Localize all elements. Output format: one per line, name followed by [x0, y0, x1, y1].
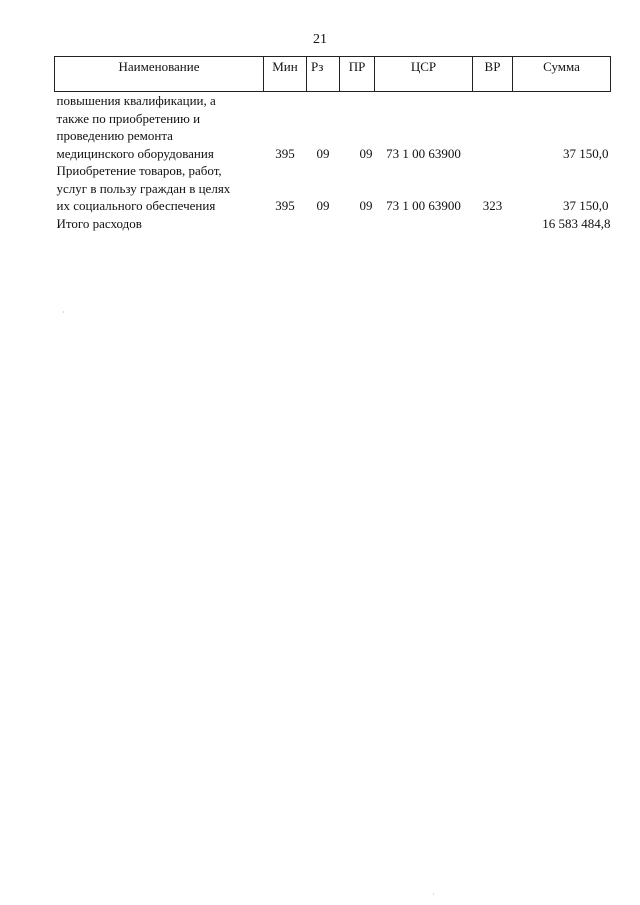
header-min: Мин: [264, 57, 307, 92]
header-csr: ЦСР: [375, 57, 473, 92]
name-line: также по приобретению и: [56, 110, 201, 126]
name-line: Итого расходов: [56, 215, 142, 231]
table-row: [55, 162, 611, 215]
header-name: Наименование: [55, 57, 264, 92]
name-line: услуг в пользу граждан в целях: [56, 180, 231, 196]
name-line: повышения квалификации, а: [56, 93, 216, 108]
row-name: [55, 162, 264, 215]
table-row-total: [55, 215, 611, 233]
header-rz: Рз: [307, 57, 340, 92]
cell-sum: 16 583 484,8: [542, 215, 611, 231]
header-pr: ПР: [340, 57, 375, 92]
header-vr: ВР: [473, 57, 513, 92]
cell-rz: 09: [316, 145, 330, 161]
header-sum: Сумма: [513, 57, 611, 92]
cell-sum: 37 150,0: [563, 145, 609, 161]
cell-sum: 37 150,0: [563, 198, 609, 213]
cell-pr: 09: [359, 145, 373, 161]
name-line: медицинского оборудования: [56, 145, 214, 161]
expenditure-table: [54, 56, 611, 232]
cell-rz: 09: [316, 198, 330, 213]
cell-min: 395: [275, 145, 295, 161]
name-line: их социального обеспечения: [56, 198, 216, 213]
row-name: [55, 92, 264, 163]
cell-rz: [307, 215, 340, 233]
cell-csr: [375, 215, 473, 233]
name-line: Приобретение товаров, работ,: [56, 163, 222, 178]
cell-csr: 73 1 00 63900: [386, 145, 461, 161]
scan-speck: ·: [432, 890, 435, 899]
cell-min: [264, 215, 307, 233]
cell-vr: [473, 92, 513, 163]
cell-csr: 73 1 00 63900: [386, 198, 461, 213]
page-number: 21: [313, 32, 327, 47]
name-line: проведению ремонта: [56, 128, 173, 143]
table-header-row: [55, 57, 611, 92]
table-row: [55, 92, 611, 163]
cell-pr: 09: [359, 198, 373, 213]
cell-pr: [340, 215, 375, 233]
scan-speck: ·: [62, 308, 65, 317]
cell-vr: 323: [482, 198, 503, 213]
row-name: [55, 215, 264, 233]
cell-min: 395: [275, 198, 295, 213]
cell-vr: [473, 215, 513, 233]
